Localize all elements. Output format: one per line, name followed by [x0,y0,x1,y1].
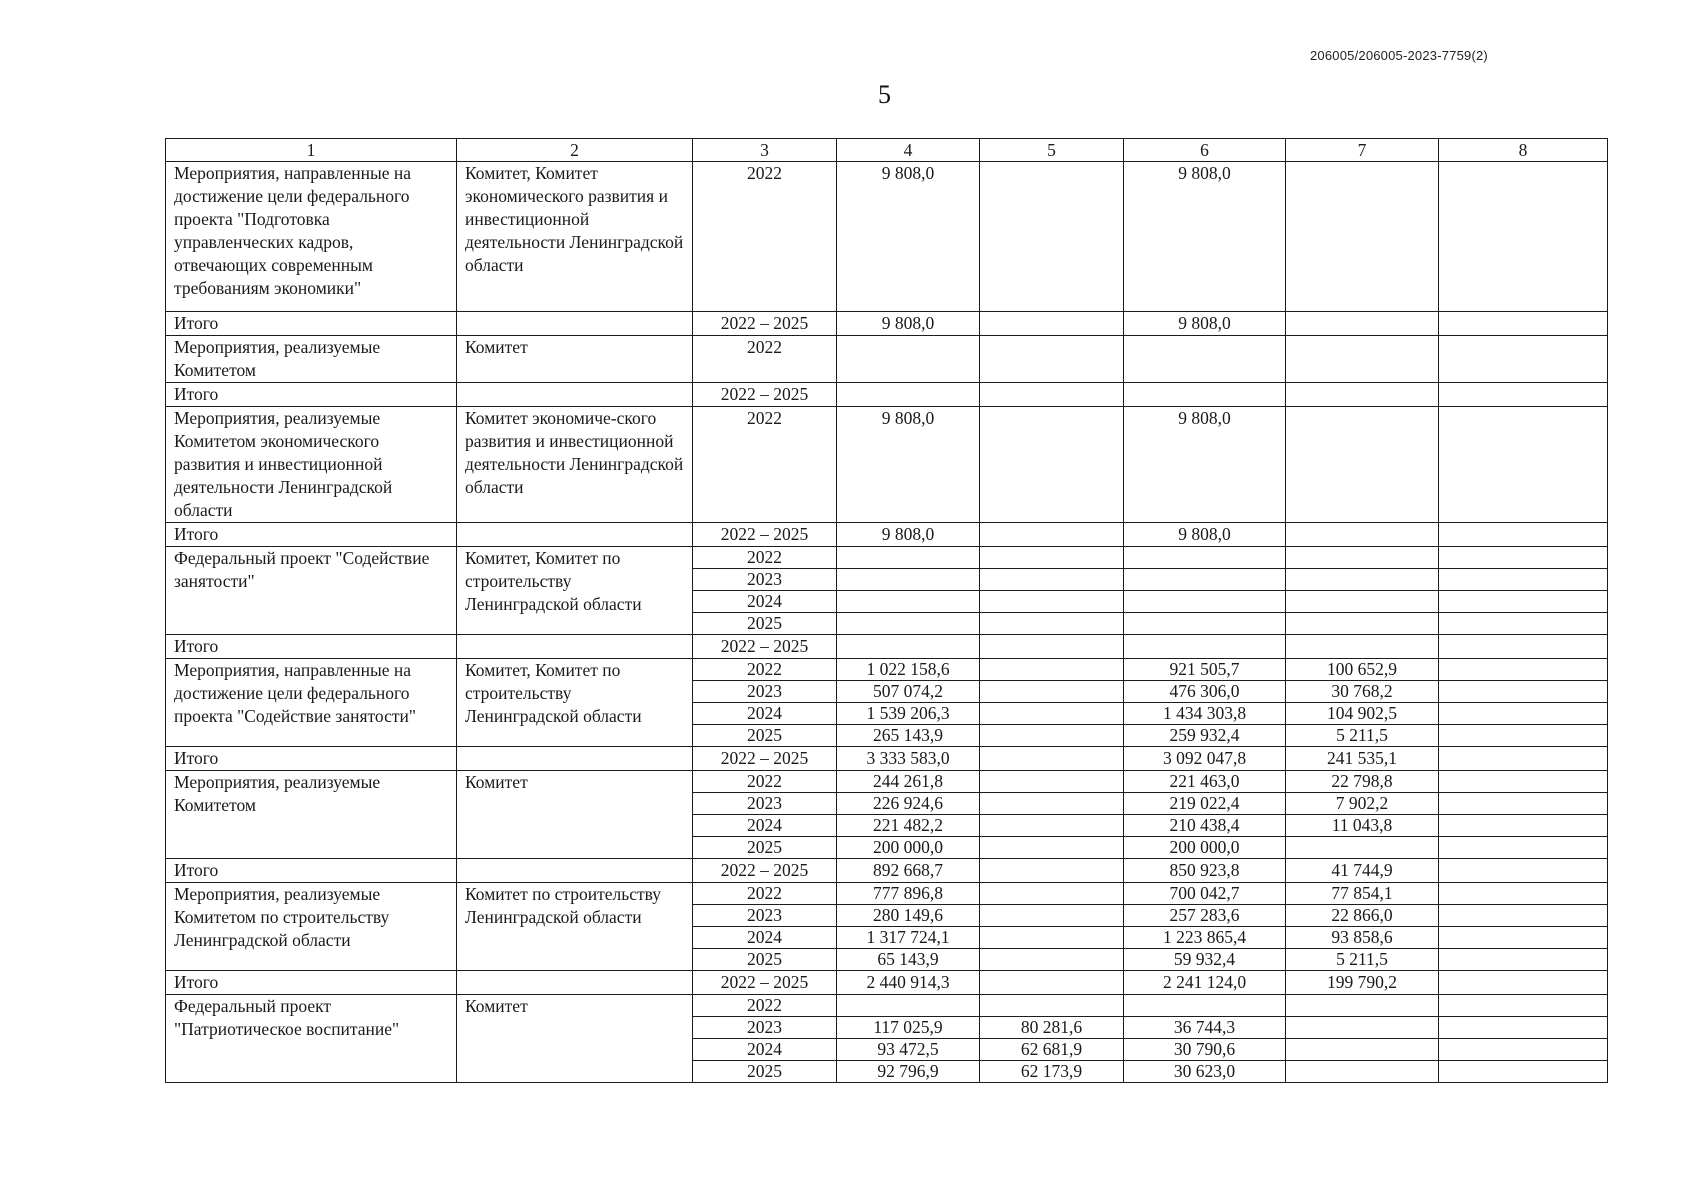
value-cell-c6 [1124,547,1286,569]
value-cell-c8 [1439,635,1608,659]
row-name-cell: Итого [166,312,457,336]
row-name-cell: Мероприятия, реализуемые Комитетом по строительству Ленинградской области [166,883,457,971]
total-row [166,383,1608,407]
value-cell-c7 [1286,837,1439,859]
table-row [166,771,1608,793]
value-cell-c6: 221 463,0 [1124,771,1286,793]
value-cell-c6: 200 000,0 [1124,837,1286,859]
value-cell-c5: 62 173,9 [980,1061,1124,1083]
table-row [166,547,1608,569]
header-cell: 6 [1124,139,1286,162]
year-cell: 2025 [693,1061,837,1083]
value-cell-c7: 77 854,1 [1286,883,1439,905]
value-cell-c8 [1439,659,1608,681]
value-cell-c7 [1286,162,1439,312]
value-cell-c4 [837,336,980,383]
table-row [166,659,1608,681]
value-cell-c6: 9 808,0 [1124,162,1286,312]
table-row [166,407,1608,523]
header-cell: 1 [166,139,457,162]
value-cell-c5 [980,591,1124,613]
executor-cell: Комитет [457,336,693,383]
year-cell: 2024 [693,591,837,613]
row-name-cell: Мероприятия, направленные на достижение цели федерального проекта "Содействие занятости" [166,659,457,747]
value-cell-c7 [1286,1039,1439,1061]
value-cell-c6: 3 092 047,8 [1124,747,1286,771]
value-cell-c6: 59 932,4 [1124,949,1286,971]
value-cell-c7 [1286,547,1439,569]
header-cell: 7 [1286,139,1439,162]
value-cell-c6 [1124,613,1286,635]
executor-cell: Комитет по строительству Ленинградской области [457,883,693,971]
row-name-cell: Мероприятия, направленные на достижение цели федерального проекта "Подготовка управленческих кадров, отвечающих современным требованиям экономики" [166,162,457,312]
value-cell-c7 [1286,407,1439,523]
row-name-cell: Итого [166,971,457,995]
year-cell: 2025 [693,613,837,635]
row-name-cell: Федеральный проект "Содействие занятости" [166,547,457,635]
value-cell-c8 [1439,971,1608,995]
value-cell-c7: 104 902,5 [1286,703,1439,725]
value-cell-c7: 5 211,5 [1286,725,1439,747]
value-cell-c8 [1439,905,1608,927]
value-cell-c8 [1439,312,1608,336]
value-cell-c8 [1439,859,1608,883]
value-cell-c8 [1439,613,1608,635]
value-cell-c6 [1124,591,1286,613]
row-name-cell: Итого [166,383,457,407]
value-cell-c4: 3 333 583,0 [837,747,980,771]
value-cell-c6: 30 623,0 [1124,1061,1286,1083]
value-cell-c6: 210 438,4 [1124,815,1286,837]
value-cell-c7 [1286,1061,1439,1083]
value-cell-c6 [1124,995,1286,1017]
value-cell-c5 [980,547,1124,569]
value-cell-c4: 221 482,2 [837,815,980,837]
year-cell: 2022 [693,659,837,681]
value-cell-c4 [837,569,980,591]
executor-cell [457,383,693,407]
value-cell-c8 [1439,815,1608,837]
table-body [166,139,1608,1083]
value-cell-c4: 92 796,9 [837,1061,980,1083]
value-cell-c8 [1439,995,1608,1017]
value-cell-c8 [1439,725,1608,747]
total-row [166,747,1608,771]
value-cell-c6: 9 808,0 [1124,407,1286,523]
value-cell-c5 [980,659,1124,681]
value-cell-c5 [980,407,1124,523]
year-cell: 2022 [693,883,837,905]
value-cell-c8 [1439,547,1608,569]
table-row [166,162,1608,312]
value-cell-c6: 219 022,4 [1124,793,1286,815]
value-cell-c6: 36 744,3 [1124,1017,1286,1039]
value-cell-c7: 5 211,5 [1286,949,1439,971]
value-cell-c5 [980,725,1124,747]
year-cell: 2022 – 2025 [693,747,837,771]
value-cell-c7: 93 858,6 [1286,927,1439,949]
page-number: 5 [878,80,891,109]
header-cell: 4 [837,139,980,162]
value-cell-c8 [1439,837,1608,859]
value-cell-c6: 476 306,0 [1124,681,1286,703]
value-cell-c7: 100 652,9 [1286,659,1439,681]
value-cell-c4: 2 440 914,3 [837,971,980,995]
value-cell-c4 [837,995,980,1017]
value-cell-c4: 892 668,7 [837,859,980,883]
value-cell-c6: 921 505,7 [1124,659,1286,681]
value-cell-c5 [980,995,1124,1017]
value-cell-c5 [980,613,1124,635]
value-cell-c4: 777 896,8 [837,883,980,905]
value-cell-c6 [1124,569,1286,591]
value-cell-c5 [980,747,1124,771]
value-cell-c8 [1439,336,1608,383]
value-cell-c5 [980,336,1124,383]
year-cell: 2023 [693,793,837,815]
value-cell-c8 [1439,747,1608,771]
value-cell-c6: 1 434 303,8 [1124,703,1286,725]
value-cell-c5 [980,859,1124,883]
executor-cell [457,523,693,547]
value-cell-c6: 30 790,6 [1124,1039,1286,1061]
value-cell-c4: 1 539 206,3 [837,703,980,725]
executor-cell [457,312,693,336]
value-cell-c4: 244 261,8 [837,771,980,793]
year-cell: 2022 – 2025 [693,523,837,547]
year-cell: 2025 [693,837,837,859]
value-cell-c8 [1439,162,1608,312]
value-cell-c6: 9 808,0 [1124,312,1286,336]
executor-cell: Комитет, Комитет по строительству Ленинградской области [457,659,693,747]
value-cell-c6 [1124,336,1286,383]
value-cell-c7 [1286,523,1439,547]
value-cell-c8 [1439,383,1608,407]
executor-cell: Комитет [457,771,693,859]
value-cell-c8 [1439,1061,1608,1083]
value-cell-c4: 9 808,0 [837,407,980,523]
total-row [166,859,1608,883]
executor-cell [457,635,693,659]
value-cell-c4: 9 808,0 [837,523,980,547]
header-cell: 8 [1439,139,1608,162]
value-cell-c7 [1286,383,1439,407]
value-cell-c5 [980,569,1124,591]
value-cell-c4: 65 143,9 [837,949,980,971]
value-cell-c4: 1 022 158,6 [837,659,980,681]
value-cell-c7: 199 790,2 [1286,971,1439,995]
year-cell: 2024 [693,927,837,949]
value-cell-c4 [837,613,980,635]
value-cell-c4 [837,547,980,569]
budget-table-grid [165,138,1608,1083]
value-cell-c7: 41 744,9 [1286,859,1439,883]
year-cell: 2022 [693,162,837,312]
value-cell-c8 [1439,569,1608,591]
executor-cell: Комитет [457,995,693,1083]
year-cell: 2022 – 2025 [693,971,837,995]
value-cell-c4: 9 808,0 [837,312,980,336]
year-cell: 2023 [693,1017,837,1039]
value-cell-c7: 30 768,2 [1286,681,1439,703]
value-cell-c7 [1286,613,1439,635]
row-name-cell: Мероприятия, реализуемые Комитетом [166,771,457,859]
year-cell: 2022 [693,771,837,793]
value-cell-c5 [980,971,1124,995]
document-id: 206005/206005-2023-7759(2) [1310,48,1488,63]
value-cell-c5 [980,312,1124,336]
value-cell-c5 [980,681,1124,703]
value-cell-c4: 226 924,6 [837,793,980,815]
value-cell-c6 [1124,383,1286,407]
executor-cell: Комитет, Комитет экономического развития и инвестиционной деятельности Ленинградской области [457,162,693,312]
value-cell-c8 [1439,407,1608,523]
value-cell-c5 [980,905,1124,927]
value-cell-c5 [980,635,1124,659]
value-cell-c8 [1439,1039,1608,1061]
row-name-cell: Итого [166,523,457,547]
value-cell-c5: 62 681,9 [980,1039,1124,1061]
value-cell-c5 [980,883,1124,905]
value-cell-c8 [1439,1017,1608,1039]
row-name-cell: Итого [166,747,457,771]
year-cell: 2025 [693,725,837,747]
value-cell-c6: 259 932,4 [1124,725,1286,747]
year-cell: 2023 [693,569,837,591]
header-row [166,139,1608,162]
table-row [166,883,1608,905]
value-cell-c7 [1286,995,1439,1017]
value-cell-c6: 9 808,0 [1124,523,1286,547]
executor-cell [457,747,693,771]
row-name-cell: Мероприятия, реализуемые Комитетом [166,336,457,383]
executor-cell: Комитет, Комитет по строительству Ленинградской области [457,547,693,635]
row-name-cell: Мероприятия, реализуемые Комитетом экономического развития и инвестиционной деятельности Ленинградской области [166,407,457,523]
value-cell-c8 [1439,927,1608,949]
year-cell: 2022 – 2025 [693,312,837,336]
total-row [166,971,1608,995]
value-cell-c7: 7 902,2 [1286,793,1439,815]
row-name-cell: Итого [166,859,457,883]
value-cell-c8 [1439,883,1608,905]
year-cell: 2024 [693,815,837,837]
executor-cell [457,971,693,995]
value-cell-c4 [837,383,980,407]
value-cell-c4: 93 472,5 [837,1039,980,1061]
value-cell-c4 [837,635,980,659]
value-cell-c5 [980,703,1124,725]
value-cell-c7 [1286,569,1439,591]
table-row [166,995,1608,1017]
total-row [166,312,1608,336]
value-cell-c5 [980,949,1124,971]
value-cell-c5 [980,771,1124,793]
value-cell-c6: 257 283,6 [1124,905,1286,927]
executor-cell: Комитет экономиче-ского развития и инвестиционной деятельности Ленинградской области [457,407,693,523]
value-cell-c4: 507 074,2 [837,681,980,703]
value-cell-c5 [980,383,1124,407]
value-cell-c4: 280 149,6 [837,905,980,927]
row-name-cell: Федеральный проект "Патриотическое воспитание" [166,995,457,1083]
value-cell-c7: 22 866,0 [1286,905,1439,927]
year-cell: 2025 [693,949,837,971]
year-cell: 2023 [693,905,837,927]
total-row [166,523,1608,547]
value-cell-c7: 22 798,8 [1286,771,1439,793]
value-cell-c4: 117 025,9 [837,1017,980,1039]
value-cell-c4 [837,591,980,613]
year-cell: 2024 [693,1039,837,1061]
year-cell: 2022 – 2025 [693,859,837,883]
year-cell: 2022 – 2025 [693,383,837,407]
value-cell-c6: 700 042,7 [1124,883,1286,905]
total-row [166,635,1608,659]
value-cell-c8 [1439,949,1608,971]
header-cell: 3 [693,139,837,162]
value-cell-c5 [980,162,1124,312]
value-cell-c5 [980,523,1124,547]
year-cell: 2023 [693,681,837,703]
value-cell-c4: 265 143,9 [837,725,980,747]
year-cell: 2022 [693,547,837,569]
value-cell-c5 [980,793,1124,815]
value-cell-c8 [1439,703,1608,725]
value-cell-c7 [1286,591,1439,613]
value-cell-c5 [980,837,1124,859]
year-cell: 2022 [693,336,837,383]
value-cell-c4: 200 000,0 [837,837,980,859]
value-cell-c7: 11 043,8 [1286,815,1439,837]
value-cell-c5 [980,927,1124,949]
value-cell-c6 [1124,635,1286,659]
table-row [166,336,1608,383]
budget-table [165,138,1607,1083]
value-cell-c5: 80 281,6 [980,1017,1124,1039]
value-cell-c6: 1 223 865,4 [1124,927,1286,949]
header-cell: 5 [980,139,1124,162]
value-cell-c6: 850 923,8 [1124,859,1286,883]
year-cell: 2022 [693,407,837,523]
value-cell-c7 [1286,312,1439,336]
value-cell-c8 [1439,681,1608,703]
value-cell-c7: 241 535,1 [1286,747,1439,771]
year-cell: 2022 – 2025 [693,635,837,659]
value-cell-c6: 2 241 124,0 [1124,971,1286,995]
value-cell-c4: 1 317 724,1 [837,927,980,949]
value-cell-c8 [1439,523,1608,547]
value-cell-c7 [1286,635,1439,659]
value-cell-c4: 9 808,0 [837,162,980,312]
value-cell-c8 [1439,591,1608,613]
executor-cell [457,859,693,883]
header-cell: 2 [457,139,693,162]
value-cell-c7 [1286,336,1439,383]
value-cell-c8 [1439,793,1608,815]
year-cell: 2024 [693,703,837,725]
year-cell: 2022 [693,995,837,1017]
value-cell-c8 [1439,771,1608,793]
row-name-cell: Итого [166,635,457,659]
value-cell-c5 [980,815,1124,837]
value-cell-c7 [1286,1017,1439,1039]
